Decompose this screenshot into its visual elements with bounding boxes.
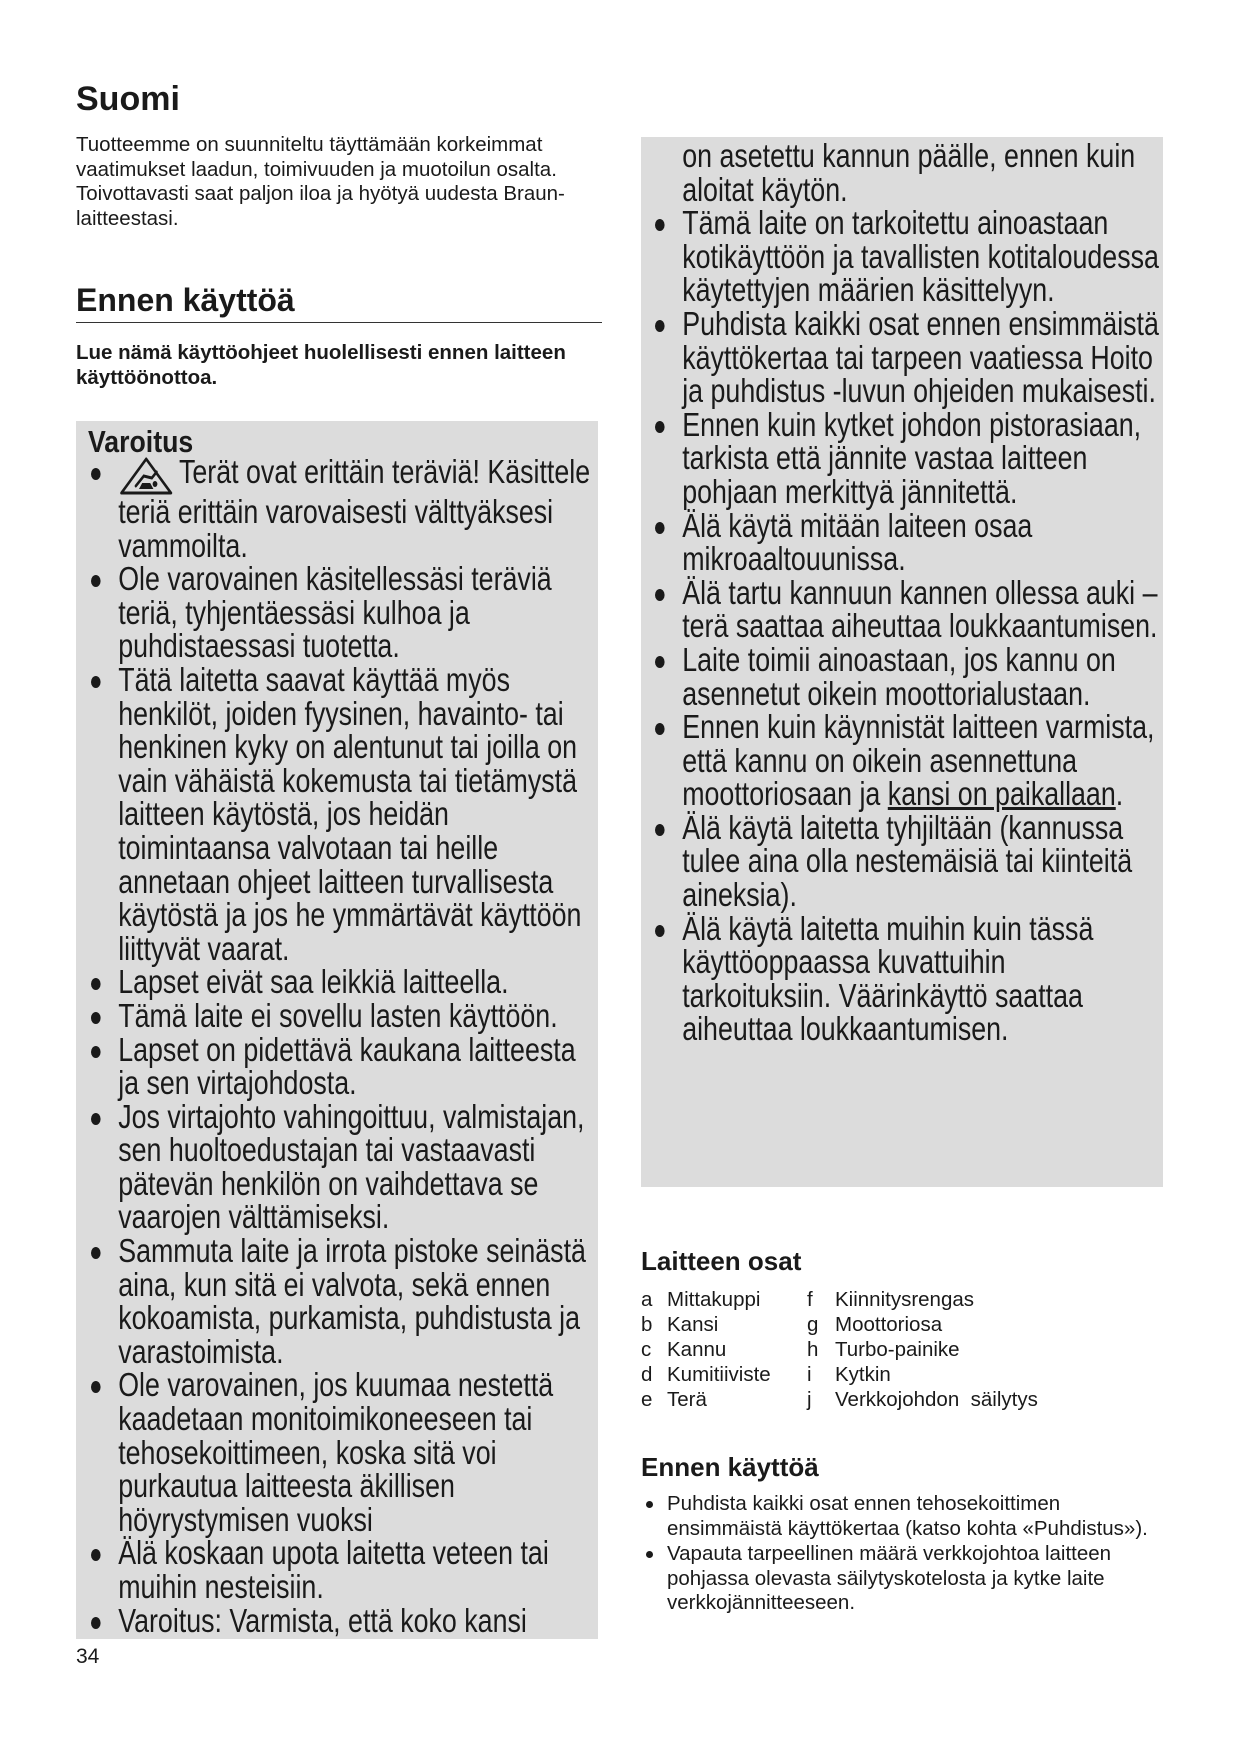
- part-letter: d: [641, 1363, 653, 1386]
- part-name: Kytkin: [835, 1363, 891, 1386]
- list-item: Ennen kuin kytket johdon pistorasiaan, tarkista että jännite vastaa laitteen pohjaan merkittyä jännitettä.: [655, 409, 1159, 510]
- list-item: Tämä laite on tarkoitettu ainoastaan kotikäyttöön ja tavallisten kotitaloudessa käytettyjen määrien käsittelyyn.: [655, 207, 1159, 308]
- table-row: [641, 1287, 1038, 1312]
- part-name: Mittakuppi: [667, 1288, 761, 1311]
- list-item: Laite toimii ainoastaan, jos kannu on asennetut oikein moottorialustaan.: [655, 644, 1159, 711]
- part-name: Kiinnitysrengas: [835, 1288, 975, 1311]
- list-item: Tätä laitetta saavat käyttää myös henkilöt, joiden fyysinen, havainto- tai henkinen kyky on alentunut tai joilla on vain vähäistä kokemusta tai tietämystä laitteen käytöstä, jos heidän toimintaansa valvotaan tai heille annetaan ohjeet laitteen turvallisesta käytöstä ja jos he ymmärtävät käyttöön liittyvät vaarat.: [91, 664, 603, 966]
- list-item: Älä käytä laitetta muihin kuin tässä käyttöoppaassa kuvattuihin tarkoituksiin. Väärinkäyttö saattaa aiheuttaa loukkaantumisen.: [655, 913, 1159, 1047]
- blade-hazard-warning-icon: [118, 456, 174, 496]
- list-item: Lapset on pidettävä kaukana laitteesta ja sen virtajohdosta.: [91, 1034, 603, 1101]
- part-letter: a: [641, 1288, 653, 1311]
- part-letter: g: [807, 1313, 819, 1336]
- list-item: Puhdista kaikki osat ennen ensimmäistä käyttökertaa tai tarpeen vaatiessa Hoito ja puhdistus -luvun ohjeiden mukaisesti.: [655, 308, 1159, 409]
- part-letter: e: [641, 1388, 653, 1411]
- page-title: Suomi: [76, 80, 180, 118]
- warning-heading: Varoitus: [88, 424, 194, 459]
- part-letter: f: [807, 1288, 813, 1311]
- list-item: Älä koskaan upota laitetta veteen tai muihin nesteisiin.: [91, 1537, 603, 1604]
- list-item: Ole varovainen käsitellessäsi teräviä teriä, tyhjentäessäsi kulhoa ja puhdistaessasi tuotetta.: [91, 563, 603, 664]
- list-item: [655, 711, 1159, 812]
- page-number: 34: [76, 1645, 100, 1668]
- list-item: Sammuta laite ja irrota pistoke seinästä aina, kun sitä ei valvota, sekä ennen kokoamista, purkamista, puhdistusta ja varastoimista.: [91, 1235, 603, 1369]
- intro-paragraph: Tuotteemme on suunniteltu täyttämään korkeimmat vaatimukset laadun, toimivuuden ja muotoilun osalta. Toivottavasti saat paljon iloa ja hyötyä uudesta Braun-laitteestasi.: [76, 133, 565, 230]
- table-row: [641, 1362, 1038, 1387]
- part-name: Terä: [667, 1388, 707, 1411]
- before-use-heading: Ennen käyttöä: [641, 1452, 819, 1482]
- list-item: Lapset eivät saa leikkiä laitteella.: [91, 966, 603, 1000]
- part-name: Kansi: [667, 1313, 719, 1336]
- part-name: Turbo-painike: [835, 1338, 960, 1361]
- part-letter: j: [807, 1388, 812, 1411]
- part-name: Kannu: [667, 1338, 727, 1361]
- list-item: Älä käytä laitetta tyhjiltään (kannussa tulee aina olla nestemäisiä tai kiinteitä aineksia).: [655, 812, 1159, 913]
- section-title: Ennen käyttöä: [76, 282, 602, 323]
- warning-list-right: [655, 140, 1159, 1047]
- part-letter: h: [807, 1338, 819, 1361]
- lead-paragraph: Lue nämä käyttöohjeet huolellisesti ennen laitteen käyttöönottoa.: [76, 341, 566, 389]
- part-letter: b: [641, 1313, 653, 1336]
- warning-text: Terät ovat erittäin teräviä! Käsittele teriä erittäin varovaisesti välttyäksesi vammoilta.: [118, 454, 591, 565]
- list-item-text: Ennen kuin käynnistät laitteen varmista, että kannu on oikein asennettuna moottoriosaan ja: [682, 709, 1155, 814]
- list-item: Jos virtajohto vahingoittuu, valmistajan, sen huoltoedustajan tai vastaavasti pätevän henkilön on vaihdettava se vaarojen välttämiseksi.: [91, 1101, 603, 1235]
- sentence-period: .: [1115, 776, 1124, 814]
- part-letter: c: [641, 1338, 652, 1361]
- list-item: Tämä laite ei sovellu lasten käyttöön.: [91, 1000, 603, 1034]
- part-name: Moottoriosa: [835, 1313, 943, 1336]
- list-item: [91, 456, 603, 563]
- part-name: Kumitiiviste: [667, 1363, 771, 1386]
- before-use-list: [641, 1492, 1171, 1617]
- list-item: Ole varovainen, jos kuumaa nestettä kaadetaan monitoimikoneeseen tai tehosekoittimeen, koska sitä voi purkautua laitteesta äkillisen höyrystymisen vuoksi: [91, 1369, 603, 1537]
- list-item: Puhdista kaikki osat ennen tehosekoittimen ensimmäistä käyttökertaa (katso kohta «Puhdistus»).: [641, 1492, 1171, 1541]
- list-item: Varoitus: Varmista, että koko kansi: [91, 1605, 603, 1639]
- part-letter: i: [807, 1363, 812, 1386]
- warning-list-left: [91, 456, 603, 1638]
- table-row: [641, 1337, 1038, 1362]
- list-item-continuation: on asetettu kannun päälle, ennen kuin aloitat käytön.: [682, 138, 1136, 209]
- before-use-section: [641, 1452, 819, 1483]
- table-row: [641, 1312, 1038, 1337]
- table-row: [641, 1387, 1038, 1412]
- underlined-phrase: kansi on paikallaan: [887, 776, 1116, 814]
- list-item: Älä tartu kannuun kannen ollessa auki – terä saattaa aiheuttaa loukkaantumisen.: [655, 577, 1159, 644]
- part-name: Verkkojohdon säilytys: [835, 1388, 1038, 1411]
- parts-heading: Laitteen osat: [641, 1246, 802, 1276]
- list-item: Vapauta tarpeellinen määrä verkkojohtoa laitteen pohjassa olevasta säilytyskotelosta ja kytke laite verkkojännitteeseen.: [641, 1542, 1171, 1616]
- parts-section: [641, 1246, 801, 1277]
- parts-table: [641, 1287, 1038, 1412]
- list-item: Älä käytä mitään laiteen osaa mikroaaltouunissa.: [655, 510, 1159, 577]
